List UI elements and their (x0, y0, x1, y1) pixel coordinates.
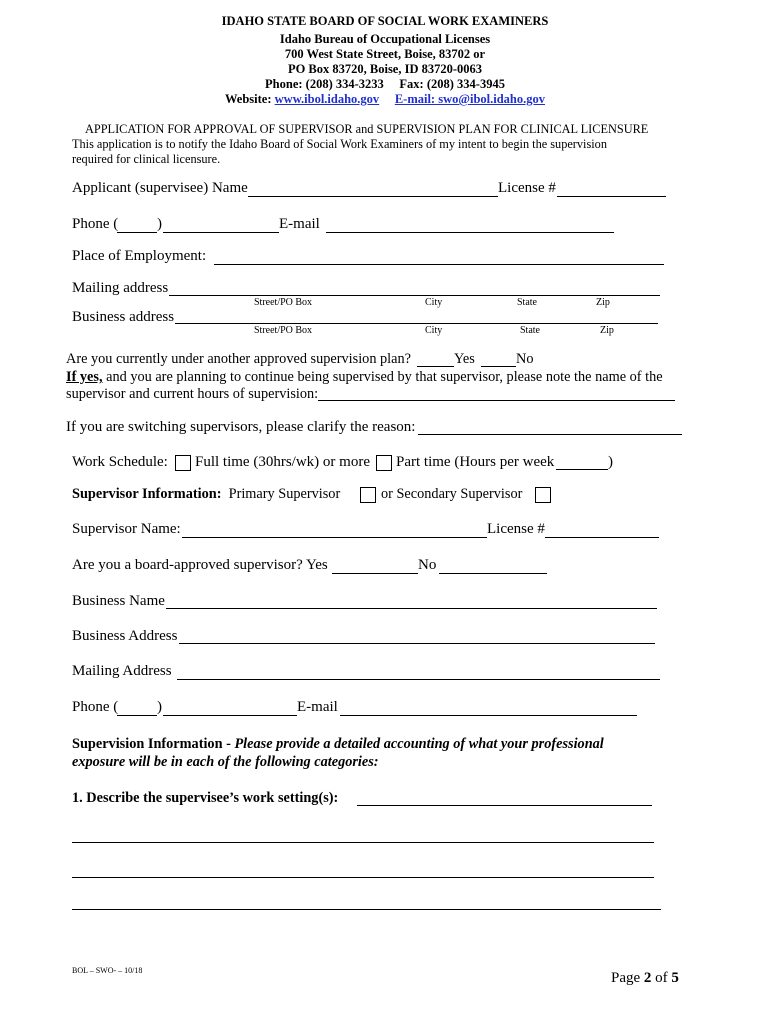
business-street-sub: Street/PO Box (254, 325, 313, 336)
supervisor-business-address-field[interactable] (179, 643, 655, 644)
question-1-label: 1. Describe the supervisee’s work setting(s): (72, 790, 339, 806)
page-word: Page (611, 970, 641, 986)
page-current: 2 (643, 970, 652, 986)
applicant-phone-close: ) (157, 216, 162, 232)
supervisor-email-label: E-mail (297, 699, 338, 715)
supervision-info-desc-2: exposure will be in each of the following categories: (72, 754, 379, 770)
applicant-email-label: E-mail (279, 216, 320, 232)
mailing-state-sub: State (517, 297, 537, 308)
bureau-name: Idaho Bureau of Occupational Licenses (279, 32, 491, 46)
plan-no-label: No (516, 351, 534, 367)
applicant-license-label: License # (498, 180, 556, 196)
primary-supervisor-checkbox[interactable] (360, 487, 376, 503)
supervisor-area-code-field[interactable] (117, 715, 157, 716)
parttime-close: ) (608, 454, 613, 470)
approved-no-label: No (418, 557, 437, 573)
employment-label: Place of Employment: (72, 248, 207, 264)
switching-label: If you are switching supervisors, please clarify the reason: (66, 419, 416, 435)
applicant-name-label: Applicant (supervisee) Name (72, 180, 248, 196)
intro-line-2: required for clinical licensure. (72, 152, 221, 166)
form-code: BOL – SWO- – 10/18 (72, 966, 143, 975)
supervisor-license-label: License # (487, 521, 545, 537)
phone-fax: Phone: (208) 334-3233 Fax: (208) 334-3945 (265, 77, 505, 91)
answer-line-1[interactable] (72, 842, 654, 843)
plan-no-field[interactable] (481, 366, 516, 367)
plan-question: Are you currently under another approved supervision plan? (66, 351, 411, 367)
mailing-street-sub: Street/PO Box (254, 297, 313, 308)
applicant-area-code-field[interactable] (117, 232, 157, 233)
answer-line-2[interactable] (72, 877, 654, 878)
street-address: 700 West State Street, Boise, 83702 or (284, 47, 486, 61)
primary-label: Primary Supervisor (228, 486, 341, 502)
if-yes-line-2: supervisor and current hours of supervision: (66, 386, 319, 402)
if-yes-bold: If yes, (66, 369, 103, 385)
page-total: 5 (671, 970, 679, 986)
website-label: Website: (224, 92, 272, 106)
po-box-address: PO Box 83720, Boise, ID 83720-0063 (287, 62, 483, 76)
supervisor-phone-close: ) (157, 699, 162, 715)
mailing-city-sub: City (425, 297, 443, 308)
business-city-sub: City (425, 325, 443, 336)
plan-yes-field[interactable] (417, 366, 454, 367)
of-word: of (655, 970, 668, 986)
applicant-email-field[interactable] (326, 232, 614, 233)
fulltime-label: Full time (30hrs/wk) or more (195, 454, 370, 470)
switching-reason-field[interactable] (418, 434, 682, 435)
business-address-label: Business address (72, 309, 175, 325)
supervisor-business-address-label: Business Address (72, 628, 178, 644)
supervisor-mailing-address-field[interactable] (177, 679, 660, 680)
intro-line-1: This application is to notify the Idaho Board of Social Work Examiners of my intent to begin the supervision (72, 137, 607, 151)
supervisor-name-label: Supervisor Name: (72, 521, 181, 537)
email-link[interactable]: E-mail: swo@ibol.idaho.gov (394, 92, 546, 106)
supervisor-business-name-label: Business Name (72, 593, 165, 609)
website-row (0, 92, 770, 107)
business-state-sub: State (520, 325, 540, 336)
mailing-address-label: Mailing address (72, 280, 169, 296)
supervisor-phone-field[interactable] (163, 715, 297, 716)
applicant-phone-field[interactable] (163, 232, 279, 233)
business-address-field[interactable] (175, 323, 658, 324)
if-yes-line (66, 369, 663, 386)
supervisor-info-heading: Supervisor Information: (72, 486, 222, 502)
supervision-info-desc-1: Please provide a detailed accounting of what your professional (234, 736, 604, 752)
business-zip-sub: Zip (600, 325, 614, 336)
applicant-name-field[interactable] (248, 196, 498, 197)
approved-no-field[interactable] (439, 573, 547, 574)
mailing-zip-sub: Zip (596, 297, 610, 308)
hours-per-week-field[interactable] (556, 469, 608, 470)
supervision-info-line-1 (72, 736, 604, 753)
question-1-field[interactable] (357, 805, 652, 806)
supervisor-phone-open: Phone ( (72, 699, 119, 715)
fulltime-checkbox[interactable] (175, 455, 191, 471)
parttime-label: Part time (Hours per week (396, 454, 555, 470)
approved-question: Are you a board-approved supervisor? Yes (72, 557, 328, 573)
mailing-address-field[interactable] (169, 295, 660, 296)
current-supervisor-field[interactable] (318, 400, 675, 401)
form-title: APPLICATION FOR APPROVAL OF SUPERVISOR and SUPERVISION PLAN FOR CLINICAL LICENSURE (85, 122, 649, 136)
answer-line-3[interactable] (72, 909, 661, 910)
approved-yes-field[interactable] (332, 573, 418, 574)
employment-field[interactable] (214, 264, 664, 265)
supervisor-license-field[interactable] (545, 537, 659, 538)
supervisor-mailing-address-label: Mailing Address (72, 663, 172, 679)
plan-yes-label: Yes (454, 351, 475, 367)
secondary-supervisor-checkbox[interactable] (535, 487, 551, 503)
supervisor-info-row (72, 486, 340, 503)
applicant-phone-open: Phone ( (72, 216, 119, 232)
applicant-license-field[interactable] (557, 196, 666, 197)
work-schedule-label: Work Schedule: (72, 454, 168, 470)
parttime-checkbox[interactable] (376, 455, 392, 471)
secondary-label: or Secondary Supervisor (381, 486, 523, 502)
website-link[interactable]: www.ibol.idaho.gov (274, 92, 380, 106)
supervision-info-heading: Supervision Information - (72, 736, 231, 752)
page-number (611, 970, 679, 987)
board-title: IDAHO STATE BOARD OF SOCIAL WORK EXAMINERS (221, 14, 549, 28)
supervisor-email-field[interactable] (340, 715, 637, 716)
supervisor-business-name-field[interactable] (166, 608, 657, 609)
supervisor-name-field[interactable] (182, 537, 487, 538)
if-yes-rest: and you are planning to continue being supervised by that supervisor, please note the name of the (102, 369, 663, 385)
